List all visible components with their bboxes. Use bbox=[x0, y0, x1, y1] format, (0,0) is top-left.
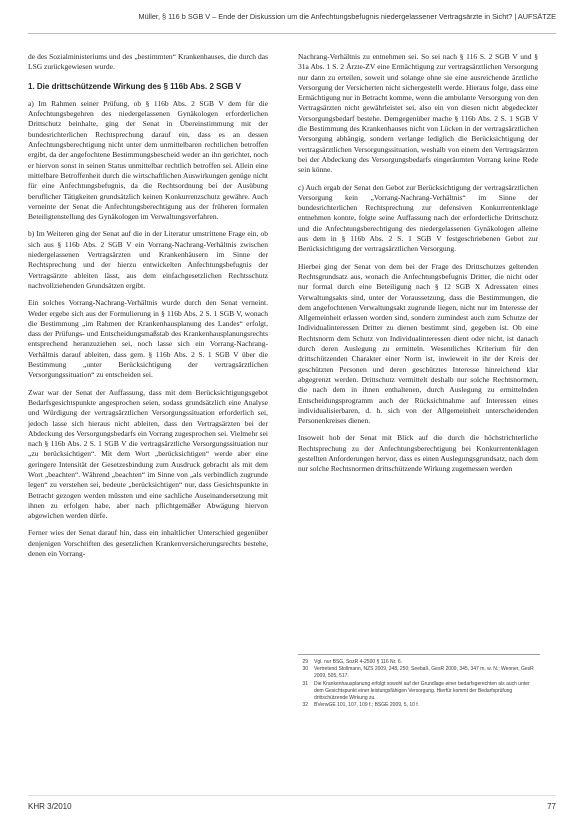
footnote bbox=[298, 659, 540, 666]
page-footer bbox=[28, 795, 556, 811]
footnote bbox=[298, 702, 540, 709]
footnote-number: 29 bbox=[302, 659, 308, 665]
right-column bbox=[298, 52, 538, 482]
footnote-text: Die Krankenhausplanung erfolgt sowohl auf der Grundlage einer bedarfsgerechten als auch unter dem Gesichtspunkt einer leistungsfähigen Versorgung. Hierfür kommt der Bedarfsprüfung drittschützende Wirkung zu. bbox=[314, 680, 530, 702]
footnote-number: 32 bbox=[302, 702, 308, 709]
footnote-text: BVerwGE 101, 107, 109 f.; BSGE 2009, 5, 10 f. bbox=[314, 702, 420, 709]
page-header bbox=[28, 6, 556, 40]
paragraph-c: c) Auch ergab der Senat den Gebot zur Berücksichtigung der vertragsärztlichen Versorgung kein „Vorrang-Nachrang-Verhältnis“ im Sinne der bundesrichterlichen Rechtsprechung zur defensiven Konkurrentenklage entnehmen konnte, folgte seine Auffassung nach der erforderliche Drittschutz und die Anfechtungsberechtigung des niedergelassenen Gynäkologen alleine aus dem in § 116b Abs. 2 S. 1 SGB V festgeschriebenen Gebot zur Berücksichtigung der vertragsärztlichen Versorgung. bbox=[298, 182, 538, 254]
header-divider bbox=[28, 33, 556, 34]
footnote-text: Vertretend Stollmann, NZS 2009, 248, 250; Seebaß, GesR 2009, 345, 347 m. w. N.; Wenner, GesR 2009, 505, 517. bbox=[314, 666, 534, 680]
footnote bbox=[298, 681, 540, 703]
section-heading: 1. Die drittschützende Wirkung des § 116b Abs. 2 SGB V bbox=[28, 81, 242, 91]
footnote-number: 31 bbox=[302, 680, 308, 687]
paragraph-ferner: Ferner wies der Senat darauf hin, dass ein inhaltlicher Unterschied gegenüber denjenigen Vorschriften des gesetzlichen Krankenversicherungsrechts bestehe, denen ein Vorrang- bbox=[28, 528, 268, 559]
paragraph-drittschutz: Hierbei ging der Senat von dem bei der Frage des Drittschutzes geltenden Rechtsgrundsatz aus, wonach die Anfechtungsbefugnis Dritter, die nicht oder nur formal durch eine Beteiligung nach § 12 SGB X Adressaten eines Verwaltungsakts sind, unter der Voraussetzung, dass die Bestimmungen, die dem angefochtenen Verwaltungsakt zugrunde liegen, nicht nur im Interesse der Allgemeinheit erlassen worden sind, sondern zumindest auch zum Schutze der Individualinteressen Dritter zu dienen bestimmt sind, gegeben ist. Ob eine Rechtsnorm dem Schutz von Individualinteressen dient oder nicht, ist danach durch deren Auslegung zu ermitteln. Wesentliches Kriterium für den drittschützenden Charakter einer Norm ist, inwieweit in ihr der Kreis der geschützten Personen und deren geschütztes Interesse hinreichend klar abgegrenzt werden. Drittschutz vermittelt deshalb nur solche Rechtsnormen, die nach dem in ihnen enthaltenen, durch Auslegung zu ermittelnden Entscheidungsprogramm auch der Rücksichtnahme auf Interessen eines individualisierbaren, d. h. sich von der Allgemeinheit unterscheidenden Personenkreises dienen. bbox=[298, 261, 538, 426]
paragraph-beruecksichtigen: Zwar war der Senat der Auffassung, dass mit dem Berücksichtigungsgebot Bedarfsgesichtspunkte angesprochen seien, sodass grundsätzlich eine Analyse und Würdigung der vertragsärztlichen Versorgungssituation erforderlich sei, jedoch lasse sich hieraus nicht ableiten, dass den Vertragsärzten bei der Abdeckung des Versorgungsbedarfs ein Vorrang zugesprochen sei. Vielmehr sei nach § 116b Abs. 2 S. 1 SGB V die vertragsärztliche Versorgungssituation nur „zu berücksichtigen“. Mit dem Wort „berücksichtigen“ werde aber eine geringere Intensität der Gesetzesbindung zum Ausdruck gebracht als mit dem Wort „beachten“. Während „beachten“ im Sinne von „als verbindlich zugrunde legen“ zu verstehen sei, bedeute „berücksichtigen“ nur, dass Gesichtspunkte in Betracht gezogen werden müssten und eine sachliche Auseinandersetzung mit ihnen zu erfolgen habe, aber nach pflichtgemäßer Abwägung hiervon abgewichen werden dürfe. bbox=[28, 387, 268, 521]
page-number: 77 bbox=[547, 802, 556, 811]
paragraph-nachrang: Nachrang-Verhältnis zu entnehmen sei. So sei nach § 116 S. 2 SGB V und § 31a Abs. 1 S. 2 Ärzte-ZV eine Ermächtigung zur vertragsärztlichen Versorgung nur dann zu erteilen, soweit und solange ohne sie eine ausreichende ärztliche Versorgung der Versicherten nicht sichergestellt werde. Hieraus folge, dass eine Ermächtigung nur in Betracht komme, wenn die ambulante Versorgung von den Vertragsärzten nicht gewährleistet sei, also ein von diesen nicht abgedeckter Versorgungsbedarf bestehe. Demgegenüber mache § 116b Abs. 2 S. 1 SGB V die Bestimmung des Krankenhauses nicht von Lücken in der vertragsärztlichen Versorgung abhängig, sondern verlange lediglich die Berücksichtigung der vertragsärztlichen Versorgungssituation, weshalb von einem den Vertragsärzten bei der Abdeckung des Versorgungsbedarfs eingeräumten Vorrang keine Rede sein könne. bbox=[298, 52, 538, 175]
left-column bbox=[28, 52, 268, 566]
paragraph-b: b) Im Weiteren ging der Senat auf die in der Literatur umstrittene Frage ein, ob sich aus § 116b Abs. 2 SGB V ein Vorrang-Nachrang-Verhältnis zwischen niedergelassenen Vertragsärzten und Krankenhäusern im Sinne der Rechtsprechung und der hierzu entwickelten Anfechtungsbefugnis der Vertragsärzte ableiten lässt, aus dem einfachgesetzlichen Rechtsschutz nachvollziehenden Grundsätzen ergibt. bbox=[28, 229, 268, 290]
intro-paragraph: de des Sozialministeriums und des „bestimmten“ Krankenhauses, die durch das LSG zurückgewiesen wurde. bbox=[28, 52, 268, 72]
footnote-text: Vgl. nur BSG, SozR 4-2500 § 116 Nr. 6. bbox=[314, 659, 403, 665]
running-head: Müller, § 116 b SGB V – Ende der Diskussion um die Anfechtungsbefugnis niedergelassener Vertragsärzte in Sicht? | AUFSÄTZE bbox=[138, 12, 556, 21]
paragraph-insoweit: Insoweit hob der Senat mit Blick auf die durch die höchstrichterliche Rechtsprechung zu der Anfechtungsberechtigung bei Konkurrentenklagen gestellten Anforderungen hervor, dass es einen Auslegungsgrundsatz, nach dem nur solche Rechtsnormen drittschützende Wirkung zugemessen werden bbox=[298, 433, 538, 474]
footnote bbox=[298, 666, 540, 680]
paragraph-vorrang: Ein solches Vorrang-Nachrang-Verhältnis wurde durch den Senat verneint. Weder ergebe sich aus der Formulierung in § 116b Abs. 2 S. 1 SGB V, wonach die Bestimmung „im Rahmen der Krankenhausplanung des Landes“ erfolgt, dass der Prüfungs- und Entscheidungsmaßstab des Krankenhausplanungsrechts entsprechend heranzuziehen sei, noch lasse sich ein Vorrang-Nachrang-Verhältnis darauf ableiten, dass gem. § 116b Abs. 2 S. 1 SGB V über die Bestimmung „unter Berücksichtigung der vertragsärztlichen Versorgungssituation“ zu entscheiden sei. bbox=[28, 298, 268, 380]
footnote-number: 30 bbox=[302, 666, 308, 673]
paragraph-a: a) Im Rahmen seiner Prüfung, ob § 116b Abs. 2 SGB V dem für die Anfechtungsbegehren des niedergelassenen Gynäkologen erforderlichen Drittschutz beinhalte, ging der Senat in Übereinstimmung mit der bundesrichterlichen Rechtsprechung darauf ein, dass es an dessen Anfechtungsberechtigung nicht unter dem unmittelbaren rechtlichen betroffen ergibt, da der angefochtene Bestimmungsbescheid weder an ihn gerichtet, noch er hiervon sonst in seinen Status unmittelbar rechtlich betroffen sei. Allein eine mittelbare Betroffenheit durch die wirtschaftlichen Auswirkungen genüge nicht für eine Anfechtungsbefugnis, da die Rechtsordnung bei der Ausübung beruflicher Tätigkeiten grundsätzlich keinen Konkurrenzschutz gewähre. Auch verneinte der Senat die Anfechtungsberechtigung aus der früheren formalen Beteiligtenstellung des Gynäkologen im Verwaltungsverfahren. bbox=[28, 98, 268, 222]
footnotes bbox=[298, 654, 540, 709]
journal-issue: KHR 3/2010 bbox=[28, 802, 72, 811]
